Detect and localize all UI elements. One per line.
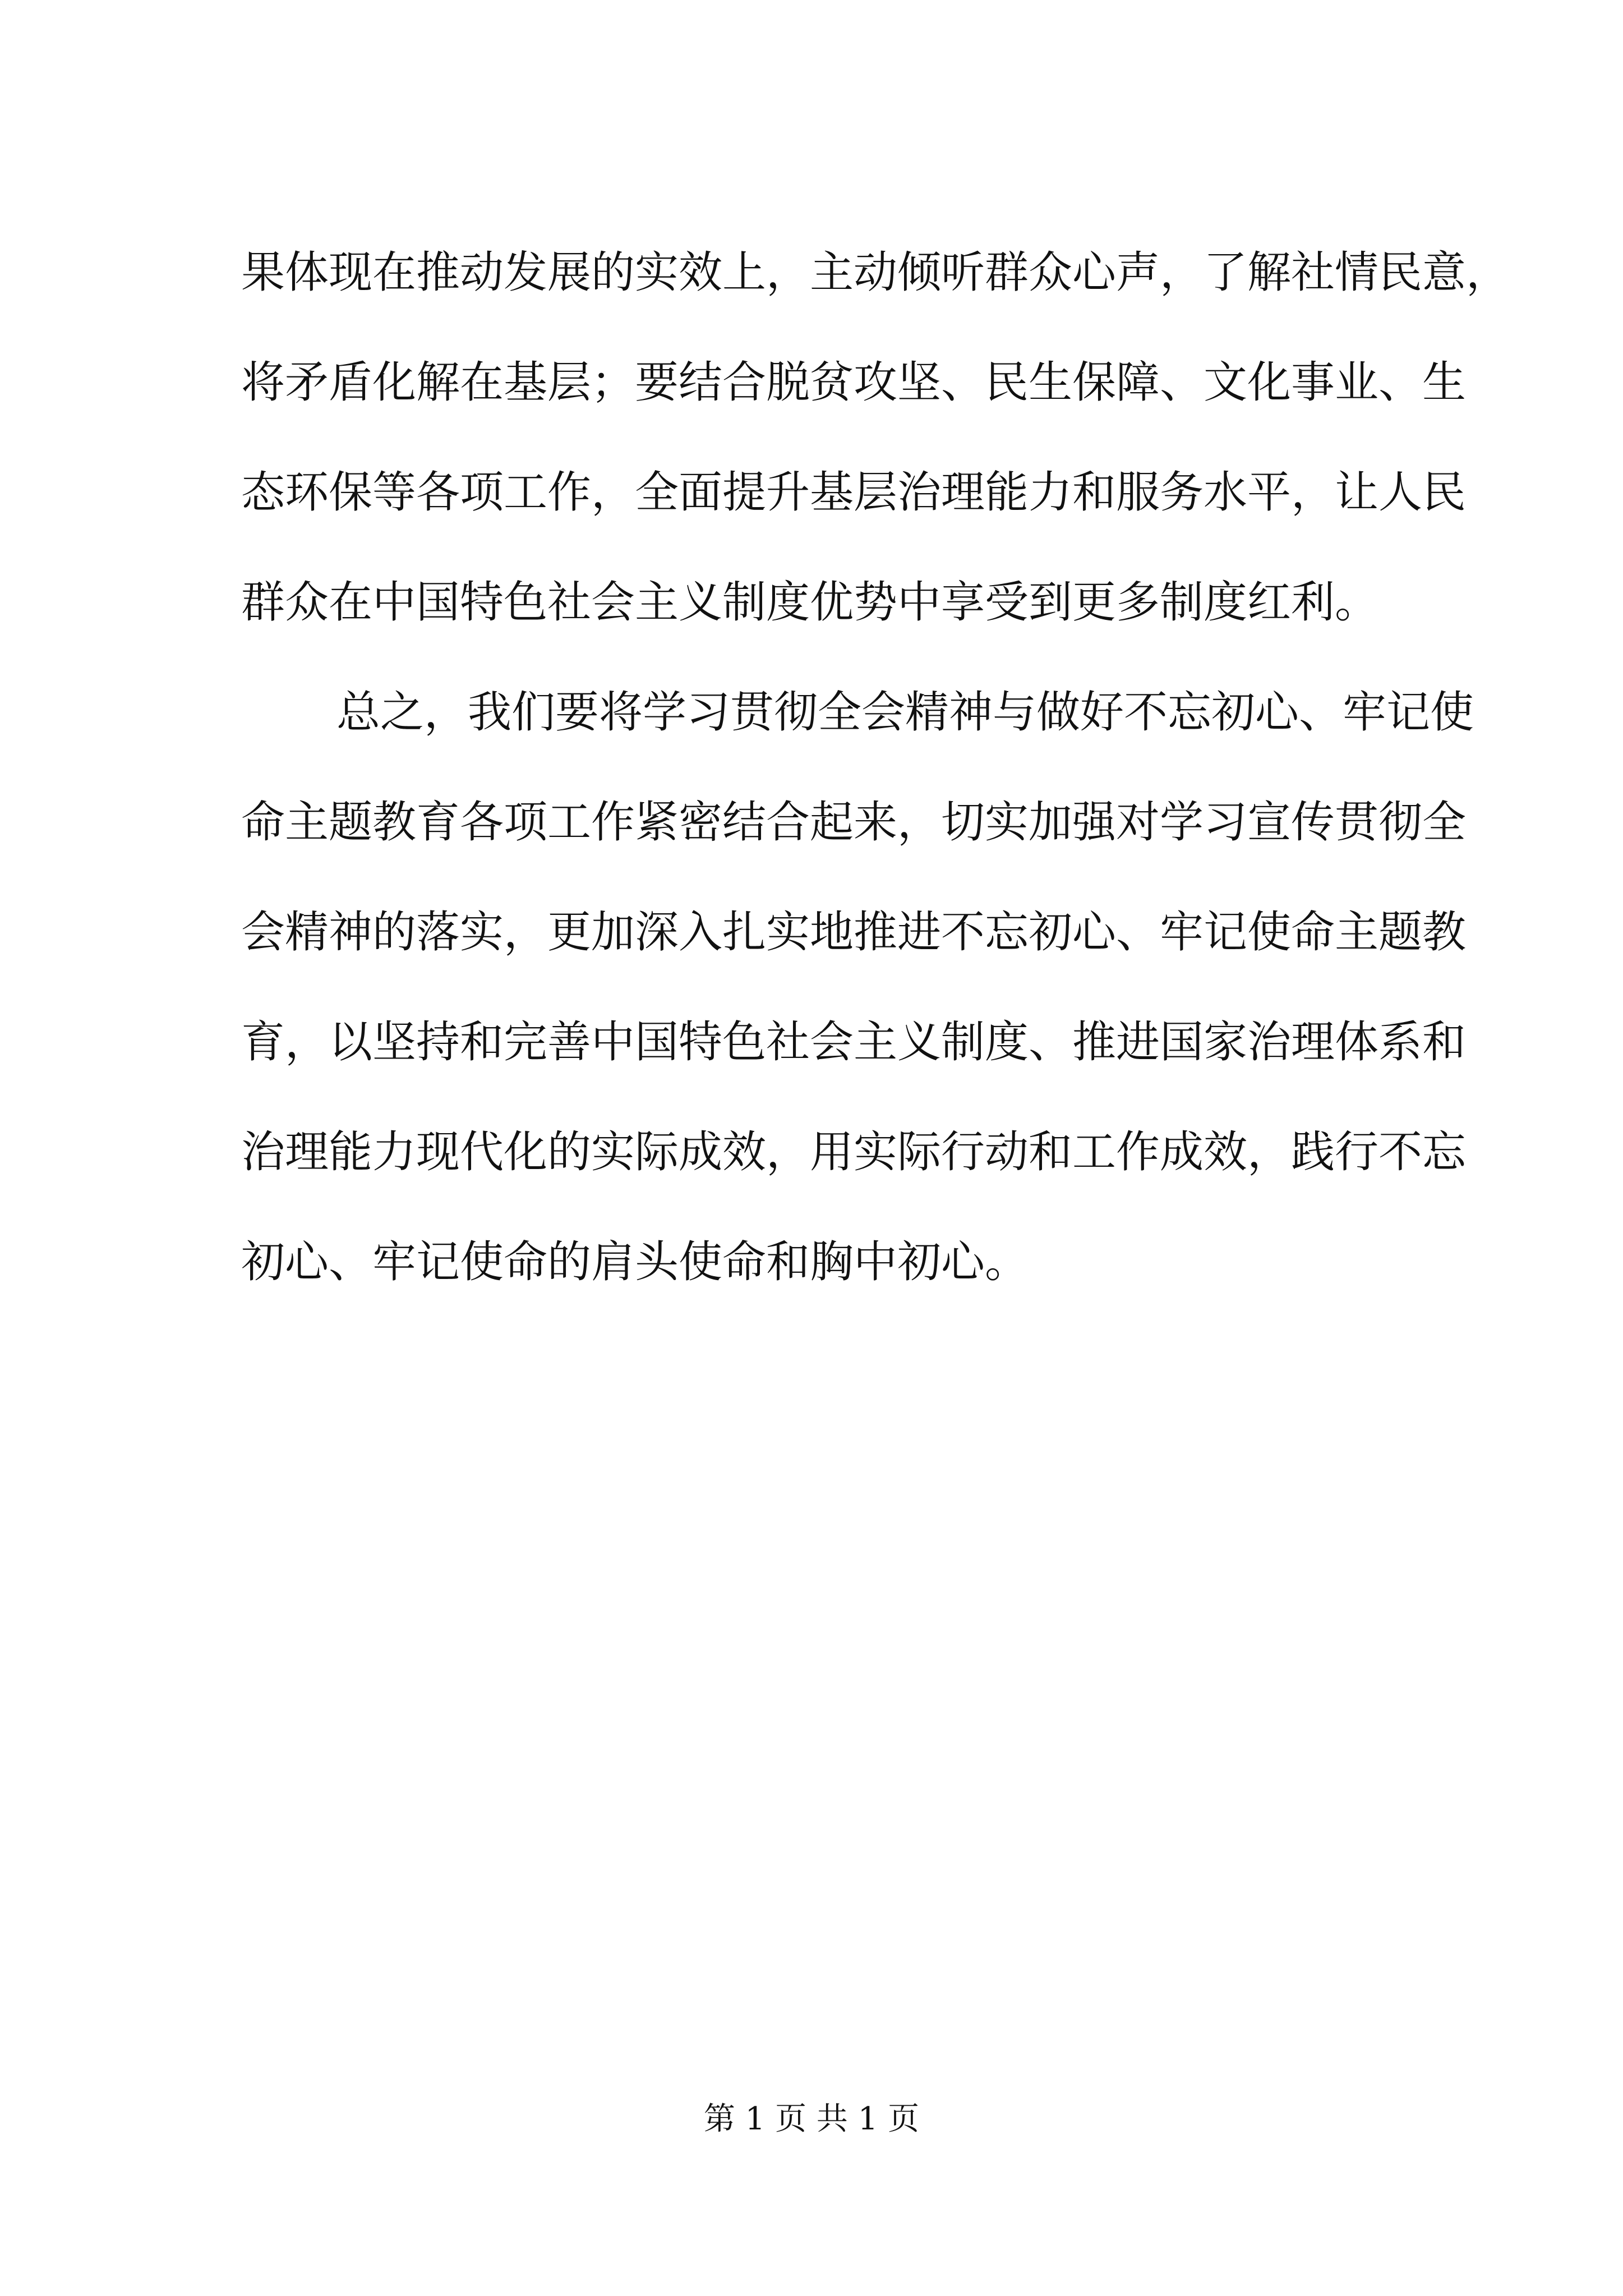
- text-line: 会精神的落实，更加深入扎实地推进不忘初心、牢记使命主题教: [241, 907, 1467, 958]
- paragraph: [241, 657, 1474, 1317]
- text-line: 治理能力现代化的实际成效，用实际行动和工作成效，践行不忘: [241, 1127, 1467, 1177]
- paragraph: [241, 218, 1510, 657]
- text-line: 群众在中国特色社会主义制度优势中享受到更多制度红利。: [241, 577, 1379, 628]
- text-line: 果体现在推动发展的实效上，主动倾听群众心声，了解社情民意，: [241, 247, 1510, 298]
- text-line: 态环保等各项工作，全面提升基层治理能力和服务水平，让人民: [241, 467, 1467, 518]
- text-line: 命主题教育各项工作紧密结合起来，切实加强对学习宣传贯彻全: [241, 797, 1467, 848]
- page-number-label: 第 1 页 共 1 页: [703, 2101, 920, 2137]
- text-line: 将矛盾化解在基层；要结合脱贫攻坚、民生保障、文化事业、生: [241, 357, 1467, 408]
- document-body: [241, 218, 1510, 1317]
- text-line: 总之，我们要将学习贯彻全会精神与做好不忘初心、牢记使: [336, 687, 1474, 738]
- text-line: 育，以坚持和完善中国特色社会主义制度、推进国家治理体系和: [241, 1017, 1467, 1068]
- text-line: 初心、牢记使命的肩头使命和胸中初心。: [241, 1237, 1029, 1287]
- page-footer: [0, 2097, 1623, 2142]
